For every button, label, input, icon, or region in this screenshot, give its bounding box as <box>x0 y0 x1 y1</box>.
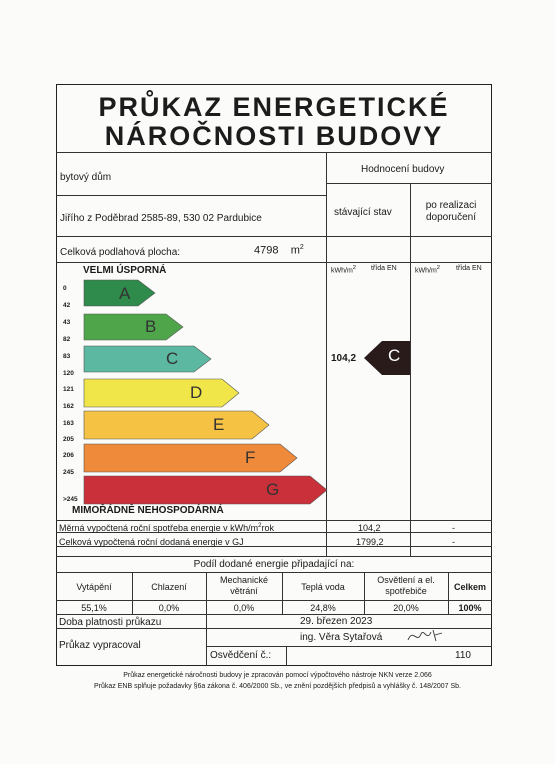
certificate-number: 110 <box>455 650 471 661</box>
class-f-from: 206 <box>63 452 74 459</box>
after-class-header: třída EN <box>456 265 482 272</box>
class-letter-a: A <box>119 284 131 303</box>
share-label-lighting: Osvětlení a el. spotřebiče <box>377 575 435 596</box>
class-g-from: >245 <box>63 496 78 503</box>
share-value-ventilation: 0,0% <box>233 603 255 613</box>
share-value-lighting: 20,0% <box>393 603 419 613</box>
class-letter-d: D <box>190 383 203 402</box>
total-energy-after: - <box>452 537 455 547</box>
class-e-to: 205 <box>63 436 74 443</box>
footer-line-2: Průkaz ENB splňuje požadavky §6a zákona č. 406/2000 Sb., ve znění pozdějších předpisů a vyhlášky č. 148/2007 Sb. <box>94 683 461 690</box>
class-c-to: 120 <box>63 370 74 377</box>
footer-line-1: Průkaz energetické náročnosti budovy je zpracován pomocí výpočtového nástroje NKN verze 2.066 <box>123 672 432 679</box>
class-letter-e: E <box>213 415 225 434</box>
scale-bottom-label: MIMOŘÁDNĚ NEHOSPODÁRNÁ <box>72 505 224 516</box>
rating-current-header: stávající stav <box>334 207 392 218</box>
class-letter-b: B <box>145 317 157 336</box>
current-rating-value: 104,2 <box>331 353 357 364</box>
share-label-total: Celkem <box>453 582 487 592</box>
after-kwh-header: kWh/$m^2$ <box>415 265 441 275</box>
share-value-cooling: 0,0% <box>158 603 180 613</box>
share-value-hot-water: 24,8% <box>310 603 336 613</box>
class-b-to: 82 <box>63 336 71 343</box>
class-arrow-f <box>84 444 297 472</box>
total-energy-value: 1799,2 <box>356 537 384 547</box>
class-arrow-e <box>84 411 269 439</box>
share-value-total: 100% <box>458 603 482 613</box>
rating-title: Hodnocení budovy <box>361 164 445 175</box>
class-letter-f: F <box>245 448 256 467</box>
validity-label: Doba platnosti průkazu <box>59 617 162 628</box>
building-type: bytový dům <box>60 172 112 183</box>
class-arrow-d <box>84 379 239 407</box>
author-name: ing. Věra Sytařová <box>300 632 383 643</box>
signature <box>405 626 445 646</box>
current-rating-letter: C <box>388 346 401 365</box>
rating-after-header: po realizaci doporučení <box>425 200 477 223</box>
class-arrow-b <box>84 314 183 340</box>
share-header: Podíl dodané energie připadající na: <box>193 559 355 570</box>
scale-top-label: VELMI ÚSPORNÁ <box>83 265 167 276</box>
certificate-label: Osvědčení č.: <box>210 650 272 661</box>
share-label-ventilation: Mechanické větrání <box>219 575 269 596</box>
share-label-cooling: Chlazení <box>151 582 187 592</box>
current-class-header: třída EN <box>371 265 397 272</box>
class-c-from: 83 <box>63 353 71 360</box>
class-arrow-g <box>84 476 327 504</box>
floor-area-value: 4798 $m^2$ <box>254 244 304 257</box>
floor-area-label: Celková podlahová plocha: <box>60 247 181 258</box>
current-kwh-header: kWh/$m^2$ <box>331 265 357 275</box>
specific-consumption-value: 104,2 <box>358 523 381 533</box>
class-d-from: 121 <box>63 386 74 393</box>
class-letter-c: C <box>166 349 179 368</box>
class-a-from: 0 <box>63 285 67 292</box>
title-line-2: NÁROČNOSTI BUDOVY <box>104 121 444 151</box>
validity-value: 29. březen 2023 <box>300 616 373 627</box>
total-energy-label: Celková vypočtená roční dodaná energie v GJ <box>59 537 244 547</box>
class-a-to: 42 <box>63 302 71 309</box>
building-address: Jiřího z Poděbrad 2585-89, 530 02 Pardubice <box>60 213 262 224</box>
share-label-heating: Vytápění <box>76 582 112 592</box>
specific-consumption-label: Měrná vypočtená roční spotřeba energie v kWh/$m^2rok$ <box>59 523 274 533</box>
class-d-to: 162 <box>63 403 74 410</box>
class-e-from: 163 <box>63 420 74 427</box>
specific-consumption-after: - <box>452 523 455 533</box>
author-label: Průkaz vypracoval <box>59 640 141 651</box>
title-line-1: PRŮKAZ ENERGETICKÉ <box>98 92 450 122</box>
class-f-to: 245 <box>63 469 74 476</box>
share-value-heating: 55,1% <box>81 603 107 613</box>
class-b-from: 43 <box>63 319 71 326</box>
current-rating-arrow <box>364 341 410 375</box>
share-label-hot-water: Teplá voda <box>301 582 345 592</box>
class-arrow-c <box>84 346 211 372</box>
class-letter-g: G <box>266 480 280 499</box>
